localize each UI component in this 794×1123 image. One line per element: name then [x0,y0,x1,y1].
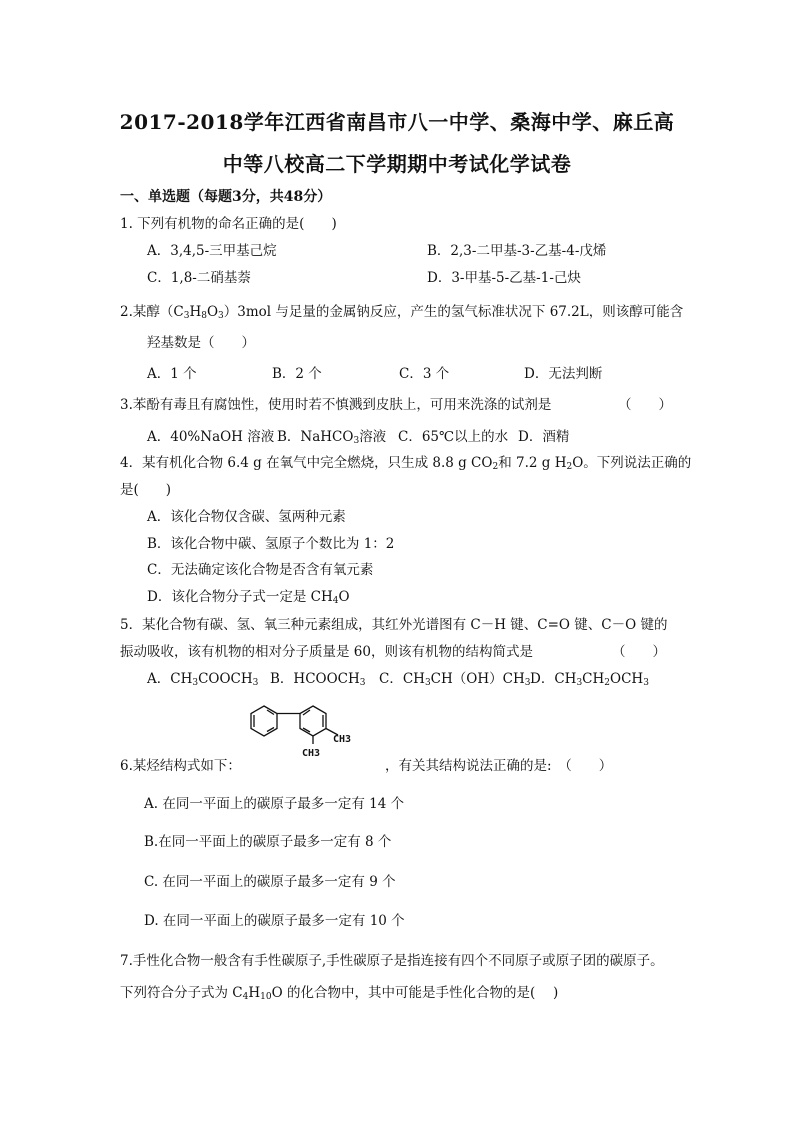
q3-paren: （ ） [618,397,672,413]
q4-stem-cont: 是( ) [120,482,172,498]
q2-stem: 2.某醇$(C_3H_8O_3)3mol$ 与足量的金属钠反应，产生的氢气标准状况下 67.2L，则该醇可能含 [120,304,684,321]
q7-stem-cont: 下列符合分子式为 $C_4H_{10}O$ 的化合物中，其中可能是手性化合物的是( ) [120,985,559,1002]
q4-stem: 4．某有机化合物 6.4 g 在氧气中完全燃烧，只生成 8.8 g $CO_2$和 7.2 g $H_2O$。下列说法正确的 [120,455,692,472]
q5-stem: 5．某化合物有碳、氢、氧三种元素组成，其红外光谱图有 C－H 键、C=O 键、C－O 键的 [120,617,668,633]
q6-stem: 6.某烃结构式如下： [120,758,241,774]
q2-option-c: C．3 个 [399,366,450,382]
q6-option-c: C. 在同一平面上的碳原子最多一定有 9 个 [144,874,396,890]
q3-stem: 3.苯酚有毒且有腐蚀性，使用时若不慎溅到皮肤上，可用来洗涤的试剂是 [120,397,552,413]
q6-option-a: A. 在同一平面上的碳原子最多一定有 14 个 [144,796,405,812]
q5-option-a: A．$CH_3COOCH_3$ [147,671,259,688]
q1-option-a: A．3,4,5-三甲基己烷 [147,243,277,259]
exam-title-line2: 中等八校高二下学期期中考试化学试卷 [222,152,572,176]
q3-option-b: B．NaHCO$_3$溶液 [277,429,387,446]
exam-title-line1: 2017-2018学年江西省南昌市八一中学、桑海中学、麻丘高 [119,110,675,134]
q4-option-d: D．该化合物分子式一定是 $CH_4O$ [147,589,350,606]
q2-option-a: A．1 个 [147,366,197,382]
q1-stem: 1. 下列有机物的命名正确的是( ) [120,216,337,232]
q2-option-d: D．无法判断 [524,366,603,382]
q6-option-d: D. 在同一平面上的碳原子最多一定有 10 个 [144,913,405,929]
benzene-ring-left [251,706,277,736]
section-heading: 一、单选题（每题3分，共48分） [120,189,332,205]
q6-option-b: B.在同一平面上的碳原子最多一定有 8 个 [144,834,392,850]
q6-stem-cont: ，有关其结构说法正确的是: （ ） [385,758,613,774]
methyl-label-2: CH3 [302,748,321,759]
q1-option-c: C．1,8-二硝基萘 [147,270,251,286]
q5-option-d: D．$CH_3CH_2OCH_3$ [530,671,649,688]
q1-option-b: B．2,3-二甲基-3-乙基-4-戊烯 [427,243,607,259]
q3-option-a: A．40%NaOH 溶液 [147,429,275,445]
benzene-ring-right [300,706,326,736]
q7-stem: 7.手性化合物一般含有手性碳原子,手性碳原子是指连接有四个不同原子或原子团的碳原子。 [120,953,664,969]
q4-option-a: A．该化合物仅含碳、氢两种元素 [147,509,346,525]
q5-option-c: C．$CH_3CH(OH)CH_3$ [379,671,531,688]
q4-option-c: C．无法确定该化合物是否含有氧元素 [147,562,374,578]
q2-option-b: B．2 个 [272,366,322,382]
q5-paren: （ ） [612,644,666,660]
q4-option-b: B．该化合物中碳、氢原子个数比为 1：2 [147,536,395,552]
q1-option-d: D．3-甲基-5-乙基-1-己炔 [427,270,581,286]
q3-option-d: D．酒精 [518,429,570,445]
q5-option-b: B．$HCOOCH_3$ [270,671,366,688]
methyl-label-1: CH3 [333,734,352,745]
q2-stem-cont: 羟基数是（ ） [147,335,255,351]
q3-option-c: C．65℃以上的水 [398,429,509,445]
biphenyl-structure-diagram [238,700,388,766]
q5-stem-cont: 振动吸收，该有机物的相对分子质量是 60，则该有机物的结构简式是 [120,644,533,660]
